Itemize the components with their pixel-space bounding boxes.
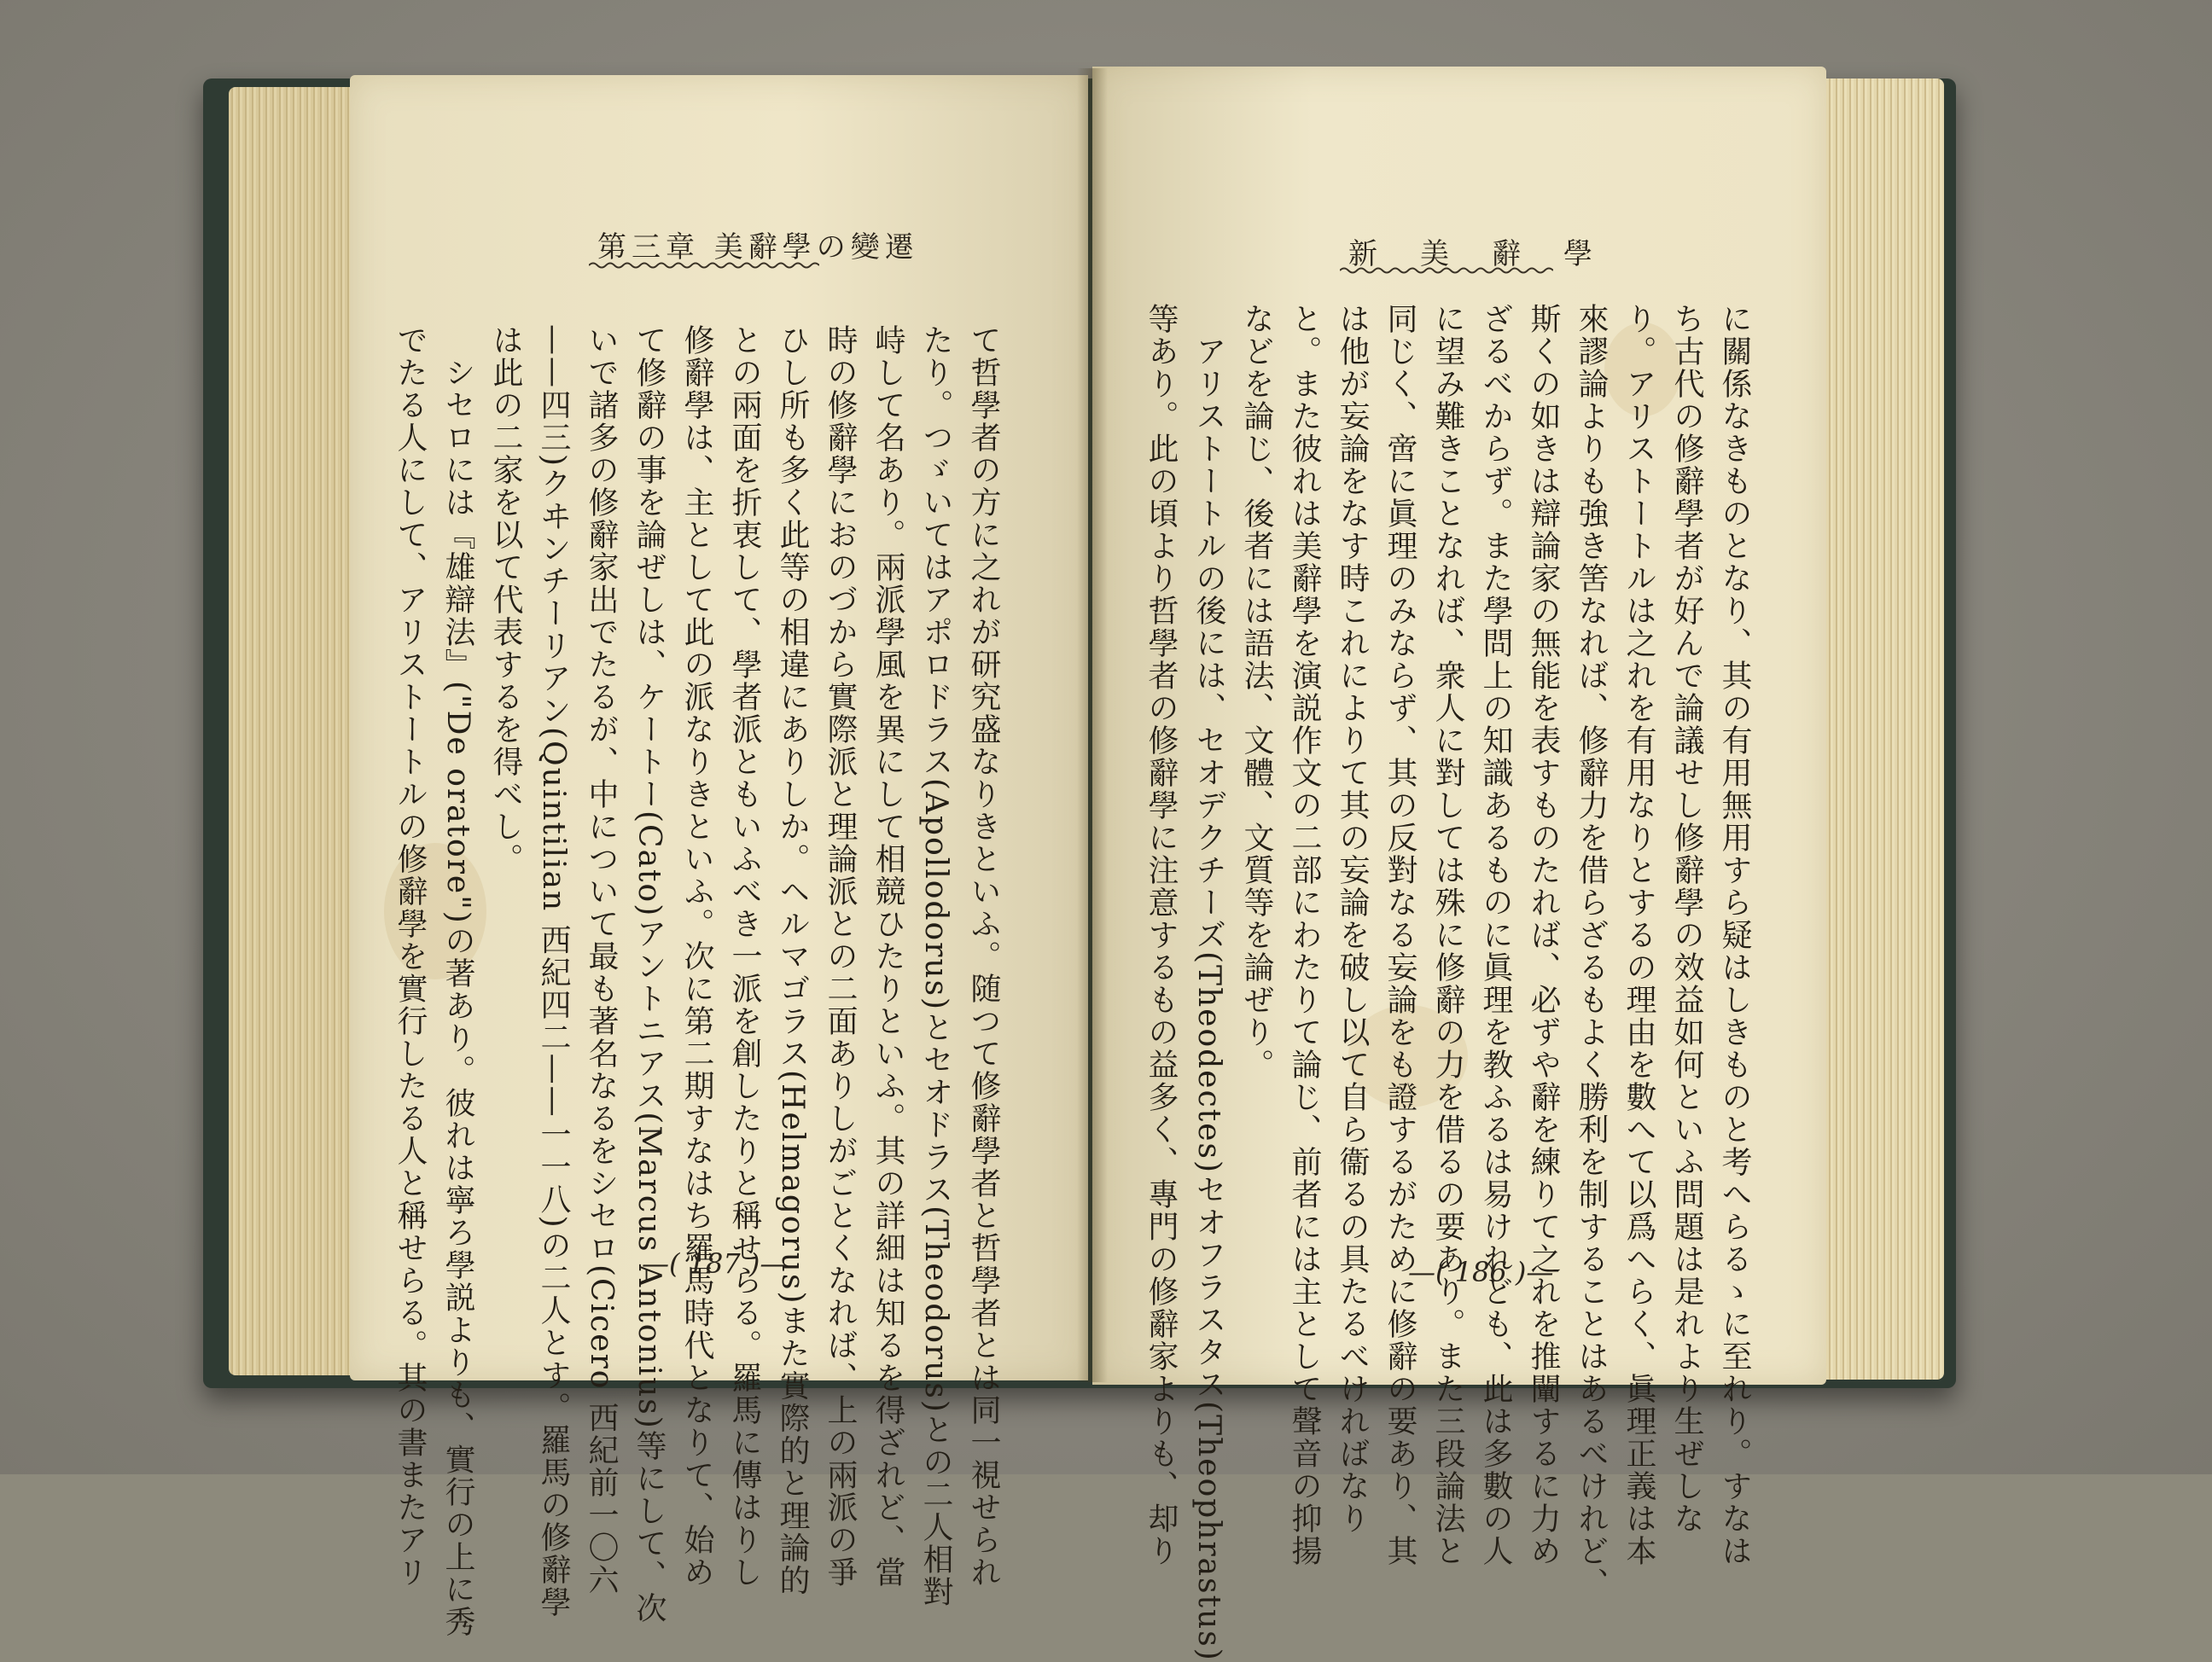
running-head-rule-right [1340,266,1553,275]
page-edges-left [229,87,357,1375]
text-line: は他が妄論をなす時これによりて其の妄論を破し以て自ら衞るの具たるべければなり [1335,303,1370,1535]
text-line: 修辭學は、主として此の派なりきといふ。次に第二期すなはち羅馬時代となりて、始め [679,324,714,1589]
text-line: 等あり。此の頃より哲學者の修辭學に注意するもの益多く、專門の修辭家よりも、却り [1144,303,1179,1567]
text-line: たり。つゞいてはアポロドラス(Apollodorus)とセオドラス(Theodorus)との二人相對 [918,324,953,1608]
text-line: り。アリストートルは之れを有用なりとするの理由を數へて以爲へらく、眞理正義は本 [1621,303,1656,1567]
text-line: 峙して名あり。兩派學風を異にして相競ひたりといふ。其の詳細は知るを得ざれど、當 [870,324,905,1589]
text-line: との兩面を折衷して、學者派ともいふべき一派を創したりと稱せらる。羅馬に傳はりし [727,324,762,1589]
text-line: て修辭の事を論ぜしは、ケートー(Cato)アントニアス(Marcus Antonius)等にして、次 [632,324,667,1624]
text-line: は此の二家を以て代表するを得べし。 [488,324,523,875]
text-line: 同じく、啻に眞理のみならず、其の反對なる妄論をも證するがために修辭の要あり、其 [1382,303,1417,1567]
text-line: に關係なきものとなり、其の有用無用すら疑はしきものと考へらるゝに至れり。すなは [1717,303,1752,1567]
text-line: ——四三)クヰンチーリアン(Quintilian 西紀四二——一一八)の二人とす。羅馬の修辭學 [536,324,571,1618]
running-head-right: 新美辭學 [1348,237,1635,271]
text-line: ざるべからず。また學問上の知識あるものに眞理を教ふるは易けれども、此は多數の人 [1478,303,1513,1567]
text-line: に望み難きことなれば、衆人に對しては殊に修辭の力を借るの要あり。また三段論法と [1430,303,1465,1567]
page-number-left: —( 187 )— [642,1247,788,1280]
running-head-rule-left [589,261,819,270]
text-line: シセロには『雄辯法』("De oratore")の著あり。彼れは寧ろ學説よりも、實行の上に秀 [440,324,475,1638]
text-line: アリストートルの後には、セオデクチーズ(Theodectes)セオフラスタス(Theophrastus) [1191,303,1226,1662]
text-line: ち古代の修辭學者が好んで論議せし修辭學の效益如何といふ問題は是れより生ぜしな [1669,303,1704,1535]
text-line: て哲學者の方に之れが研究盛なりきといふ。随つて修辭學者と哲學者とは同一視せられ [966,324,1001,1589]
text-line: と。また彼れは美辭學を演説作文の二部にわたりて論じ、前者には主として聲音の抑揚 [1287,303,1322,1567]
text-line: でたる人にして、アリストートルの修辭學を實行したる人と稱せらる。其の書またアリ [393,324,428,1589]
text-line: いで諸多の修辭家出でたるが、中について最も著名なるをシセロ(Cicero 西紀前一〇六 [584,324,619,1596]
text-line: などを論じ、後者には語法、文體、文質等を論ぜり。 [1239,303,1274,1081]
book-gutter [1077,68,1108,1382]
text-line: 來謬論よりも強き筈なれば、修辭力を借らざるもよく勝利を制することはあるべけれど、 [1574,303,1609,1600]
page-number-right: —( 186 )— [1408,1256,1554,1288]
text-line: 斯くの如きは辯論家の無能を表すものたれば、必ずや辭を練りて之れを推闡するに力め [1526,303,1561,1567]
text-line: ひし所も多く此等の相違にありしか。ヘルマゴラス(Helmagorus)また實際的と理論的 [775,324,810,1597]
running-head-left: 第三章 美辭學の變遷 [597,230,919,264]
text-line: 時の修辭學におのづから實際派と理論派との二面ありしがごとくなれば、上の兩派の爭 [823,324,858,1589]
